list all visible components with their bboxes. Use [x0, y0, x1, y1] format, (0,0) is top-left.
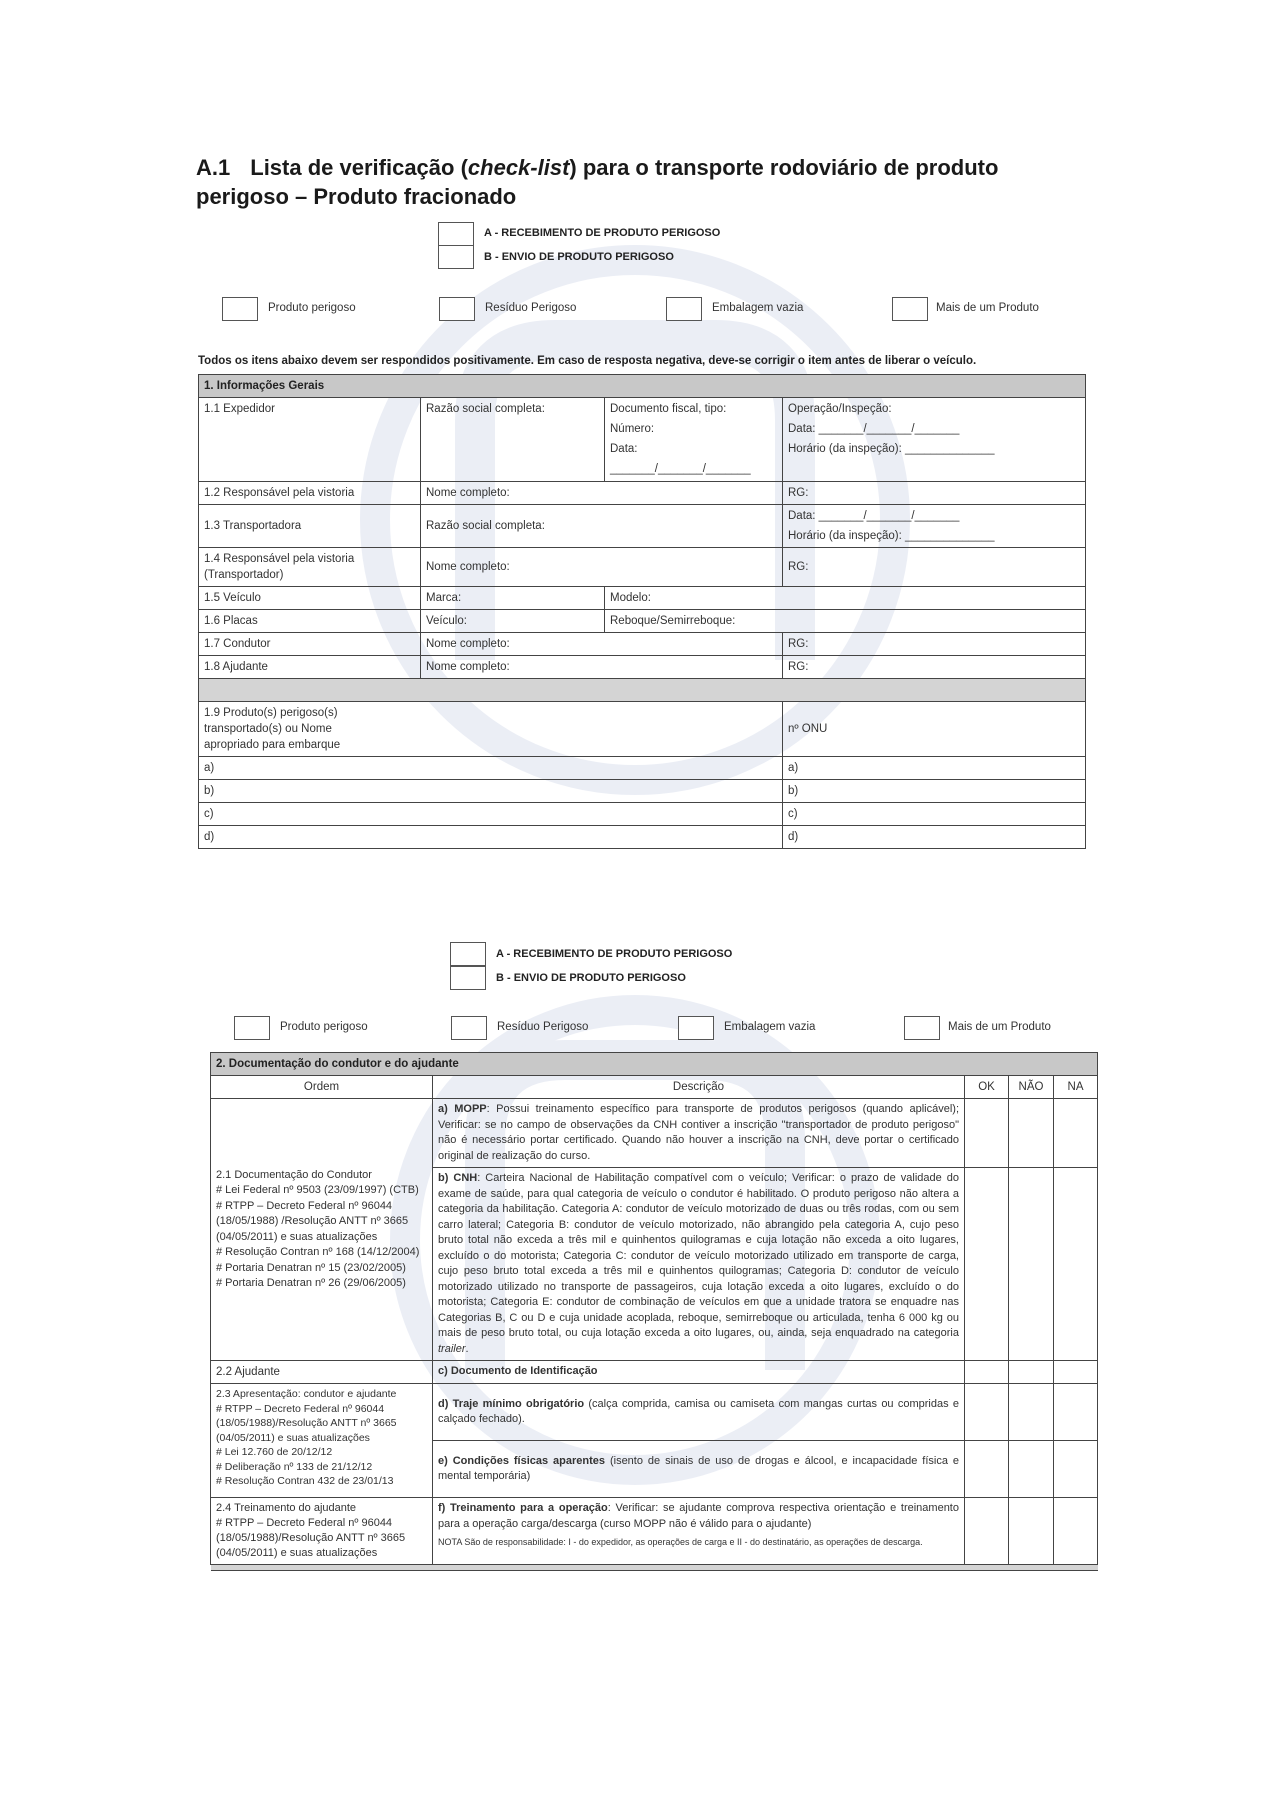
checkbox-b-envio[interactable] [438, 245, 474, 269]
type-label: Produto perigoso [280, 1021, 368, 1033]
product-field[interactable]: b) [199, 780, 783, 803]
ordem-doc-condutor: 2.1 Documentação do Condutor # Lei Federal nº 9503 (23/09/1997) (CTB) # RTPP – Decreto Federal nº 96044 (18/05/1988) /Resolução ANTT nº 3665 (04/05/2011) e suas atualizações # Resolução Contran nº 168 (14/12/2004) # Portaria Denatran nº 15 (23/02/2005) # Portaria Denatran nº 26 (29/06/2005) [211, 1099, 433, 1361]
check-ok[interactable] [965, 1384, 1009, 1441]
checkbox-produto-perigoso-2[interactable] [234, 1016, 270, 1040]
row-label: 1.8 Ajudante [199, 656, 421, 679]
separator-row [199, 679, 1086, 702]
check-na[interactable] [1054, 1361, 1098, 1384]
field-nome-completo[interactable]: Nome completo: [421, 482, 783, 505]
table-row [199, 656, 1086, 679]
desc-treinamento: f) Treinamento para a operação: Verificar: se ajudante comprova respectiva orientação e treinamento para a operação carga/descarga (curso MOPP não é válido para o ajudante) NOTA São de responsabilidade: I - do expedidor, as operações de carga e II - do destinatário, as operações de descarga. [433, 1498, 965, 1565]
field-nome-completo[interactable]: Nome completo: [421, 633, 783, 656]
table-row [199, 398, 1086, 482]
field-operacao-inspecao[interactable]: Operação/Inspeção: Data: _______/_______/_______ Horário (da inspeção): ______________ [783, 398, 1086, 482]
field-placa-reboque[interactable]: Reboque/Semirreboque: [605, 610, 1086, 633]
desc-traje: d) Traje mínimo obrigatório (calça comprida, camisa ou camiseta com mangas curtas ou compridas e calçado fechado). [433, 1384, 965, 1441]
check-na[interactable] [1054, 1384, 1098, 1441]
row-label: 1.7 Condutor [199, 633, 421, 656]
table-row [211, 1361, 1098, 1384]
field-rg[interactable]: RG: [783, 548, 1086, 587]
checkbox-residuo-perigoso-2[interactable] [451, 1016, 487, 1040]
check-nao[interactable] [1009, 1498, 1054, 1565]
table-row [199, 702, 1086, 757]
desc-mopp: a) MOPP: Possui treinamento específico para transporte de produtos perigosos (quando aplicável); Verificar: se no campo de observações da CNH contiver a inscrição "transportador de produto perigoso" não é necessário portar certificado. Quando não houver a inscrição na CNH, deve portar o certificado original de realização do curso. [433, 1099, 965, 1168]
checkbox-produto-perigoso[interactable] [222, 297, 258, 321]
instruction-text: Todos os itens abaixo devem ser respondidos positivamente. Em caso de resposta negativa, deve-se corrigir o item antes de liberar o veículo. [198, 355, 977, 367]
row-label: 1.3 Transportadora [199, 505, 421, 548]
desc-documento-identificacao: c) Documento de Identificação [433, 1361, 965, 1384]
onu-header: nº ONU [783, 702, 1086, 757]
table-row [211, 1498, 1098, 1565]
desc-cnh: b) CNH: Carteira Nacional de Habilitação compatível com o veículo; Verificar: o prazo de validade do exame de saúde, para qual categoria de veículo o condutor é habilitado. O produto perigoso não altera a categoria da habilitação. Categoria A: condutor de veículo motorizado de duas ou três rodas, com ou sem carro lateral; Categoria B: condutor de veículo motorizado, não abrangido pela categoria A, cujo peso bruto total não exceda a três mil e quinhentos quilogramas e cuja lotação não exceda a oito lugares, excluído o do motorista; Categoria C: condutor de veículo motorizado utilizado em transporte de carga, cujo peso bruto total exceda a três mil e quinhentos quilogramas; Categoria D: condutor de veículo motorizado utilizado no transporte de passageiros, cuja lotação exceda a oito lugares, excluído o do motorista; Categoria E: condutor de combinação de veículos em que a unidade tratora se enquadre nas Categorias B, C ou D e cuja unidade acoplada, reboque, semirreboque ou articulada, tenha 6 000 kg ou mais de peso bruto total, ou cuja lotação exceda a oito lugares, ou, ainda, seja enquadrado na categoria trailer. [433, 1168, 965, 1361]
field-nome-completo[interactable]: Nome completo: [421, 656, 783, 679]
desc-condicoes-fisicas: e) Condições físicas aparentes (isento de sinais de uso de drogas e álcool, e incapacidade física e mental temporária) [433, 1441, 965, 1498]
field-marca[interactable]: Marca: [421, 587, 605, 610]
ordem-apresentacao: 2.3 Apresentação: condutor e ajudante # RTPP – Decreto Federal nº 96044 (18/05/1988)/Resolução ANTT nº 3665 (04/05/2011) e suas atualizações # Lei 12.760 de 20/12/12 # Deliberação nº 133 de 21/12/12 # Resolução Contran 432 de 23/01/13 [211, 1384, 433, 1498]
type-label: Embalagem vazia [712, 302, 804, 314]
onu-field[interactable]: d) [783, 826, 1086, 849]
product-row [199, 757, 1086, 780]
product-row [199, 803, 1086, 826]
check-ok[interactable] [965, 1361, 1009, 1384]
product-row [199, 780, 1086, 803]
row-label: 1.6 Placas [199, 610, 421, 633]
col-nao: NÃO [1009, 1076, 1054, 1099]
row-label: 1.5 Veículo [199, 587, 421, 610]
column-header-row [211, 1076, 1098, 1099]
check-na[interactable] [1054, 1498, 1098, 1565]
section1-table [198, 374, 1086, 849]
check-nao[interactable] [1009, 1441, 1054, 1498]
section1-header: 1. Informações Gerais [199, 375, 1086, 398]
section1-header-row [199, 375, 1086, 398]
onu-field[interactable]: b) [783, 780, 1086, 803]
check-na[interactable] [1054, 1441, 1098, 1498]
field-razao-social[interactable]: Razão social completa: [421, 505, 783, 548]
product-field[interactable]: a) [199, 757, 783, 780]
type-label: Embalagem vazia [724, 1021, 816, 1033]
check-ok[interactable] [965, 1099, 1009, 1168]
ordem-treinamento: 2.4 Treinamento do ajudante # RTPP – Decreto Federal nº 96044 (18/05/1988)/Resolução ANTT nº 3665 (04/05/2011) e suas atualizações [211, 1498, 433, 1565]
field-nome-completo[interactable]: Nome completo: [421, 548, 783, 587]
option-b-label: B - ENVIO DE PRODUTO PERIGOSO [496, 972, 686, 984]
row-label: 1.2 Responsável pela vistoria [199, 482, 421, 505]
table-row [199, 587, 1086, 610]
row-label: 1.1 Expedidor [199, 398, 421, 482]
onu-field[interactable]: a) [783, 757, 1086, 780]
type-label: Resíduo Perigoso [497, 1021, 589, 1033]
option-a-label: A - RECEBIMENTO DE PRODUTO PERIGOSO [496, 948, 733, 960]
ordem-ajudante: 2.2 Ajudante [211, 1361, 433, 1384]
field-rg[interactable]: RG: [783, 656, 1086, 679]
onu-field[interactable]: c) [783, 803, 1086, 826]
row-label: 1.4 Responsável pela vistoria (Transportador) [199, 548, 421, 587]
field-documento-fiscal[interactable]: Documento fiscal, tipo: Número: Data: _______/_______/_______ [605, 398, 783, 482]
field-rg[interactable]: RG: [783, 482, 1086, 505]
table-row [211, 1384, 1098, 1441]
table-row [211, 1099, 1098, 1168]
field-razao-social[interactable]: Razão social completa: [421, 398, 605, 482]
col-descricao: Descrição [433, 1076, 965, 1099]
checkbox-mais-de-um-produto[interactable] [892, 297, 928, 321]
check-nao[interactable] [1009, 1384, 1054, 1441]
product-row [199, 826, 1086, 849]
col-na: NA [1054, 1076, 1098, 1099]
checkbox-a-recebimento-2[interactable] [450, 942, 486, 966]
check-ok[interactable] [965, 1441, 1009, 1498]
section2-header: 2. Documentação do condutor e do ajudante [211, 1053, 1098, 1076]
table-row [199, 505, 1086, 548]
table-row [199, 548, 1086, 587]
section2-table [210, 1052, 1098, 1571]
col-ok: OK [965, 1076, 1009, 1099]
checkbox-mais-de-um-produto-2[interactable] [904, 1016, 940, 1040]
note-text: NOTA São de responsabilidade: I - do expedidor, as operações de carga e II - do destinatário, as operações de descarga. [438, 1537, 923, 1547]
checkbox-b-envio-2[interactable] [450, 966, 486, 990]
field-rg[interactable]: RG: [783, 633, 1086, 656]
check-ok[interactable] [965, 1168, 1009, 1361]
page-title: A.1 Lista de verificação (check-list) para o transporte rodoviário de produto perigoso – Produto fracionado [196, 155, 999, 209]
type-label: Resíduo Perigoso [485, 302, 577, 314]
field-placa-veiculo[interactable]: Veículo: [421, 610, 605, 633]
check-ok[interactable] [965, 1498, 1009, 1565]
check-nao[interactable] [1009, 1361, 1054, 1384]
checkbox-residuo-perigoso[interactable] [439, 297, 475, 321]
checkbox-embalagem-vazia[interactable] [666, 297, 702, 321]
check-nao[interactable] [1009, 1168, 1054, 1361]
option-a-label: A - RECEBIMENTO DE PRODUTO PERIGOSO [484, 227, 721, 239]
row-label: 1.9 Produto(s) perigoso(s) transportado(s) ou Nome apropriado para embarque [199, 702, 783, 757]
option-b-label: B - ENVIO DE PRODUTO PERIGOSO [484, 251, 674, 263]
checkbox-a-recebimento[interactable] [438, 222, 474, 246]
table-row [199, 610, 1086, 633]
product-field[interactable]: d) [199, 826, 783, 849]
footer-bar [211, 1565, 1098, 1571]
col-ordem: Ordem [211, 1076, 433, 1099]
check-na[interactable] [1054, 1168, 1098, 1361]
type-label: Mais de um Produto [936, 302, 1039, 314]
product-field[interactable]: c) [199, 803, 783, 826]
table-row [199, 633, 1086, 656]
check-na[interactable] [1054, 1099, 1098, 1168]
type-label: Produto perigoso [268, 302, 356, 314]
checkbox-embalagem-vazia-2[interactable] [678, 1016, 714, 1040]
check-nao[interactable] [1009, 1099, 1054, 1168]
type-label: Mais de um Produto [948, 1021, 1051, 1033]
table-row [199, 482, 1086, 505]
field-data-horario[interactable]: Data: _______/_______/_______ Horário (da inspeção): ______________ [783, 505, 1086, 548]
section2-header-row [211, 1053, 1098, 1076]
field-modelo[interactable]: Modelo: [605, 587, 1086, 610]
